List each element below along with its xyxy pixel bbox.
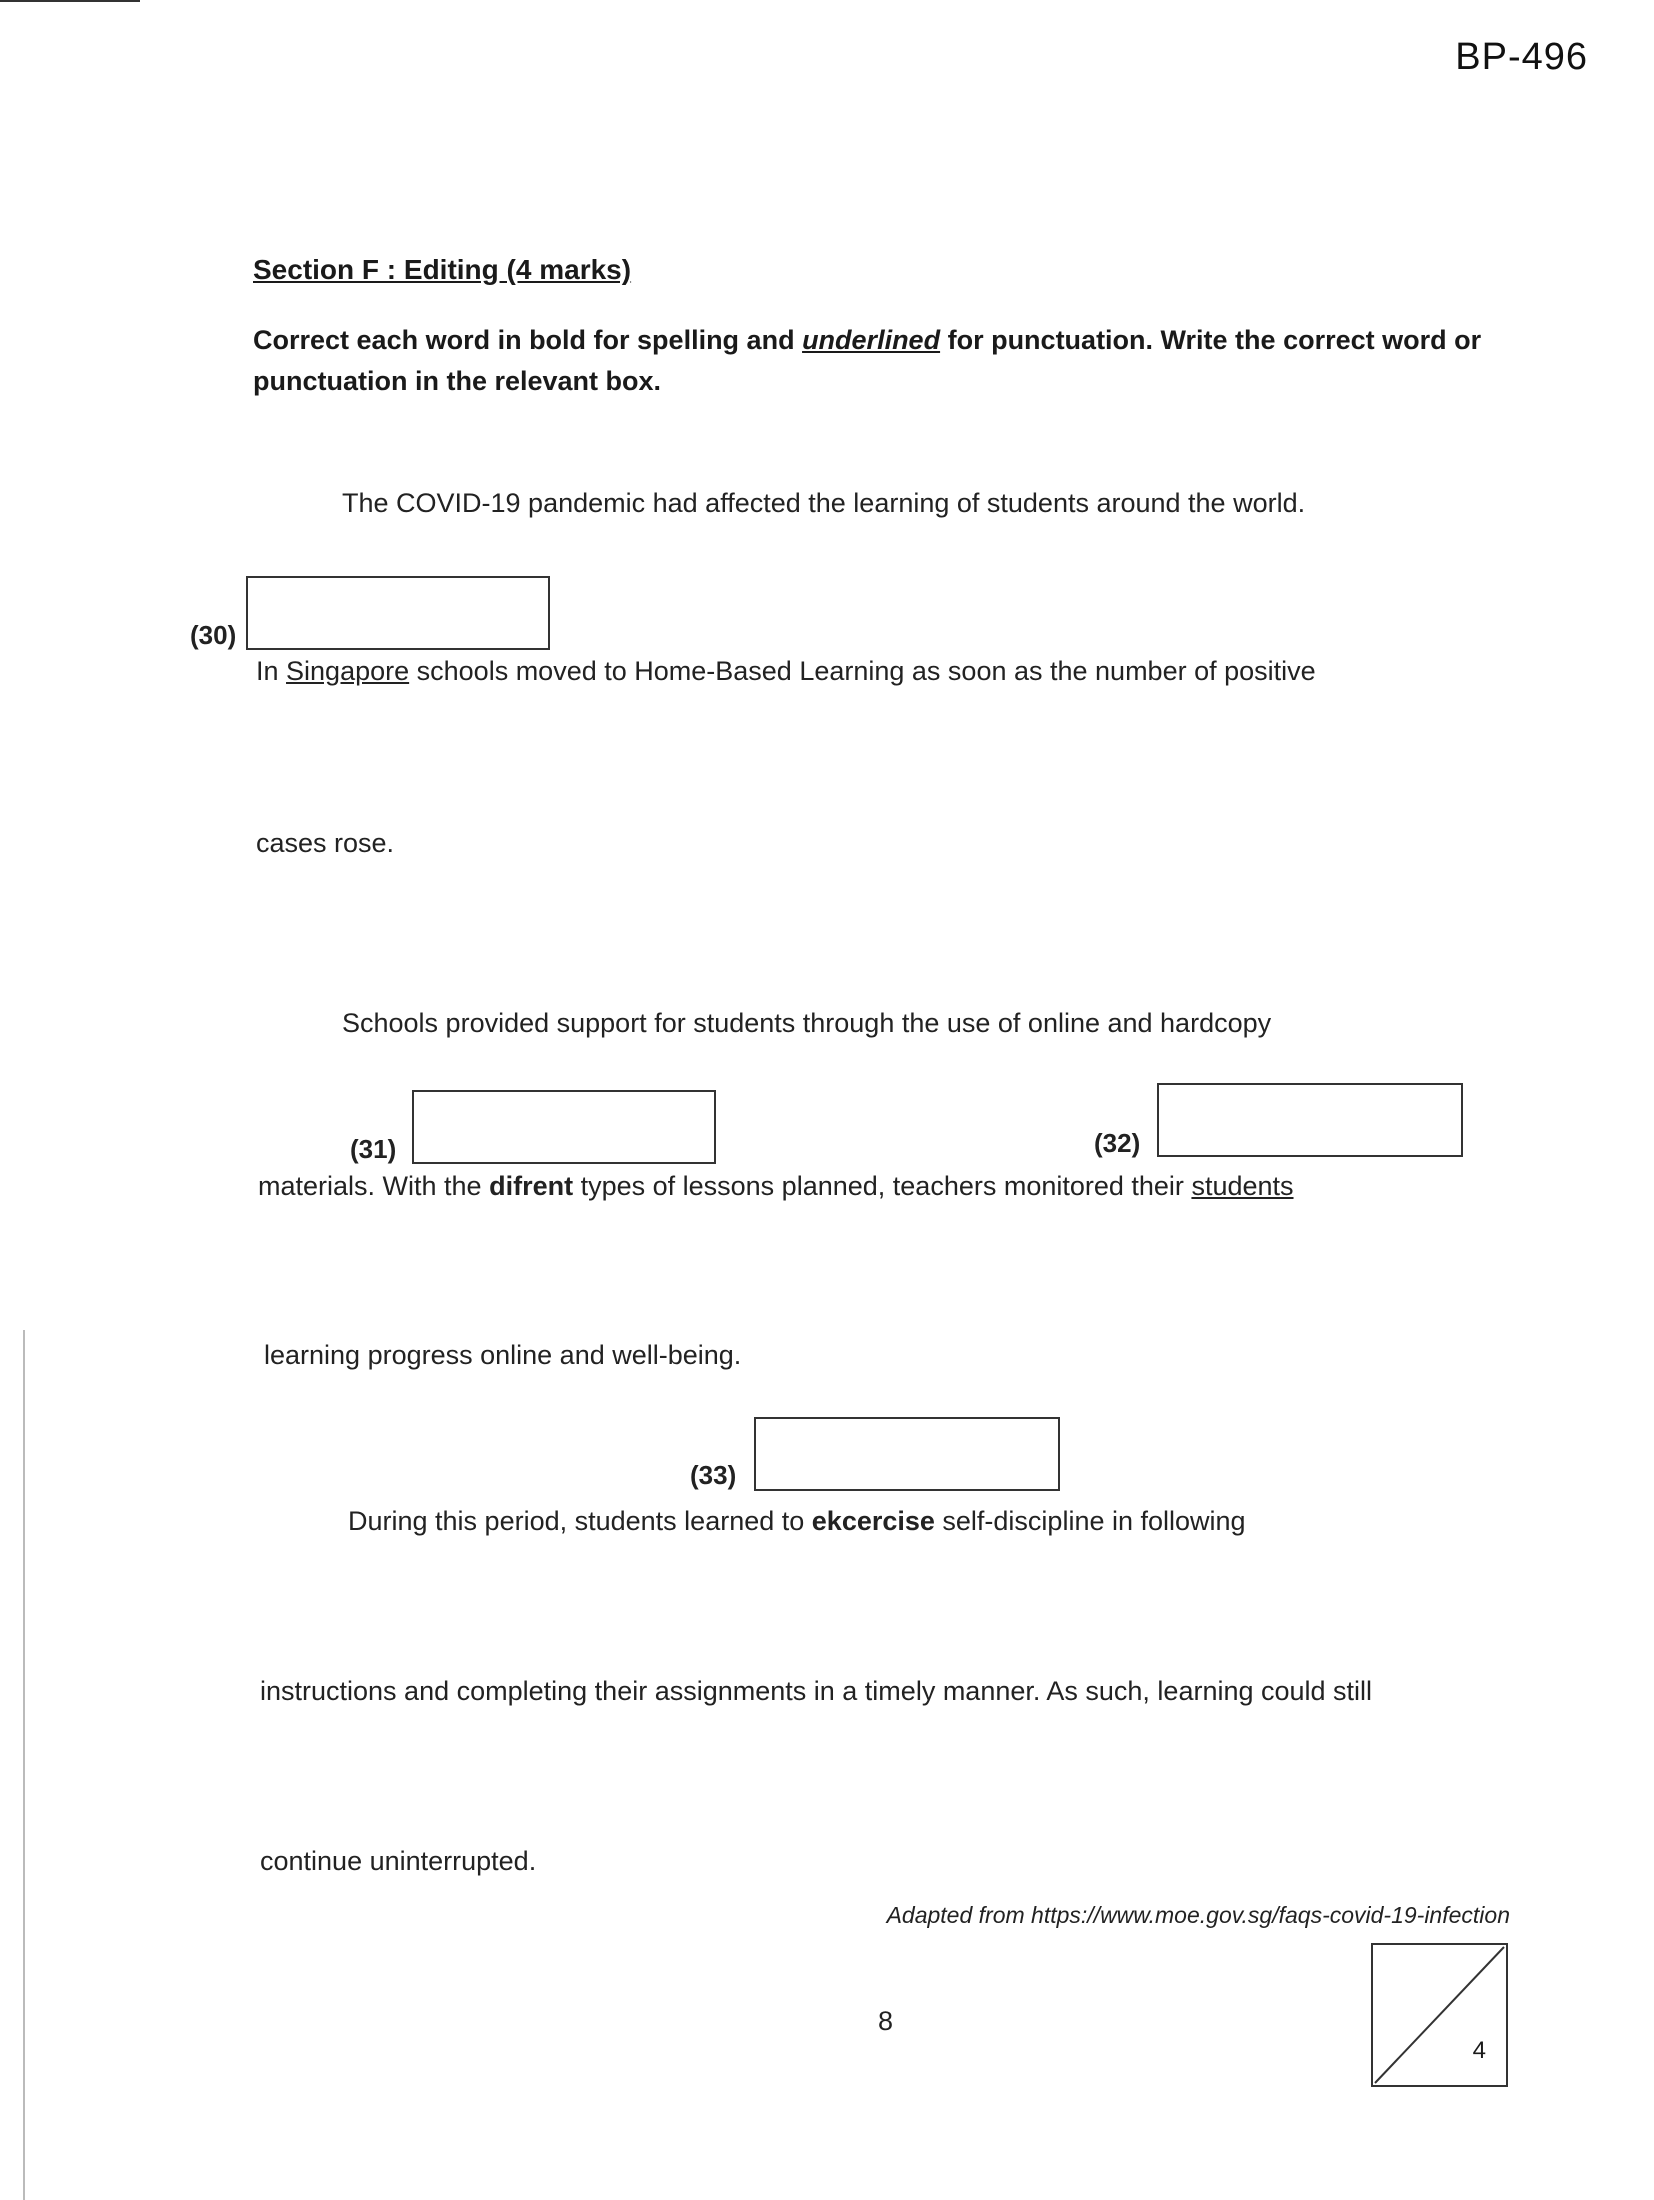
passage-text: types of lessons planned, teachers monitored their xyxy=(573,1171,1192,1201)
section-title: Section F : Editing (4 marks) xyxy=(253,254,632,285)
bold-word-33: ekcercise xyxy=(811,1506,935,1536)
paper-code: BP-496 xyxy=(1455,36,1588,78)
question-33-label: (33) xyxy=(690,1460,737,1490)
page-number: 8 xyxy=(878,2006,894,2036)
passage-text: schools moved to Home-Based Learning as soon as the number of positive xyxy=(409,656,1316,686)
bold-word-31: difrent xyxy=(489,1171,574,1201)
instruction-text: Correct each word in bold for spelling and xyxy=(253,325,803,355)
passage-text: During this period, students learned to xyxy=(348,1506,812,1536)
passage-line-7 xyxy=(348,1506,1246,1537)
underlined-word-30: Singapore xyxy=(286,656,410,686)
instruction-underlined-word: underlined xyxy=(802,325,941,355)
question-32-label: (32) xyxy=(1094,1128,1141,1158)
left-margin-line xyxy=(23,1330,25,2200)
passage-line-9: continue uninterrupted. xyxy=(260,1846,537,1876)
passage-text: materials. With the xyxy=(258,1171,490,1201)
passage-line-2 xyxy=(256,656,1316,687)
answer-box-30[interactable] xyxy=(246,576,550,650)
underlined-word-32: students xyxy=(1191,1171,1294,1201)
passage-line-4: Schools provided support for students through the use of online and hardcopy xyxy=(342,1008,1272,1038)
top-left-rule xyxy=(0,0,140,2)
total-marks: 4 xyxy=(1472,2037,1486,2064)
passage-text: self-discipline in following xyxy=(934,1506,1246,1536)
source-citation: Adapted from https://www.moe.gov.sg/faqs-covid-19-infection xyxy=(886,1902,1510,1928)
passage-line-1: The COVID-19 pandemic had affected the learning of students around the world. xyxy=(342,488,1306,518)
passage-text: In xyxy=(256,656,287,686)
answer-box-33[interactable] xyxy=(754,1417,1060,1491)
question-30-label: (30) xyxy=(190,620,237,650)
diagonal-line-icon xyxy=(1373,1945,1506,2085)
passage-line-8: instructions and completing their assignments in a timely manner. As such, learning could still xyxy=(260,1676,1373,1706)
passage-line-6: learning progress online and well-being. xyxy=(264,1340,742,1370)
passage-line-3: cases rose. xyxy=(256,828,395,858)
passage-line-5 xyxy=(258,1171,1294,1202)
question-31-label: (31) xyxy=(350,1134,397,1164)
instruction-text-end: for punctuation. Write the correct word or punctuation in the relevant box. xyxy=(253,325,1482,396)
marks-box xyxy=(1371,1943,1508,2087)
answer-box-32[interactable] xyxy=(1157,1083,1463,1157)
section-instruction xyxy=(253,320,1493,402)
answer-box-31[interactable] xyxy=(412,1090,716,1164)
